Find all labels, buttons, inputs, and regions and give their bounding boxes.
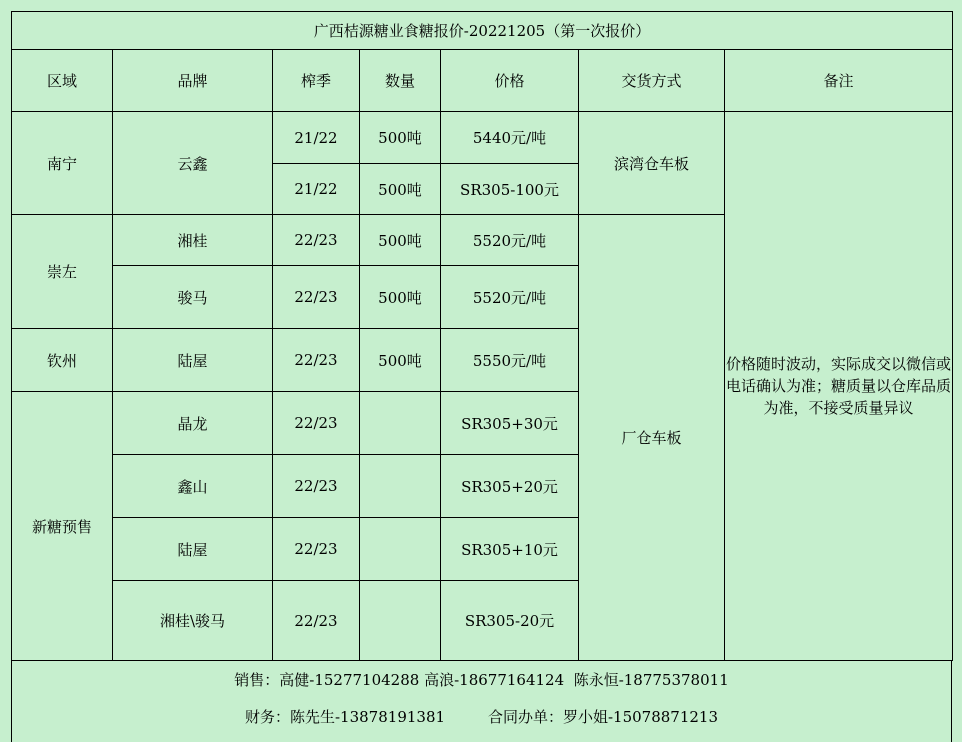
season-cell: 22/23 — [273, 392, 360, 455]
price-cell: SR305+10元 — [441, 518, 579, 581]
sales-contact-3: 陈永恒-18775378011 — [573, 671, 729, 689]
sheet-title: 广西桔源糖业食糖报价-20221205（第一次报价） — [12, 12, 953, 50]
header-delivery: 交货方式 — [579, 50, 725, 112]
quantity-cell — [360, 455, 441, 518]
brand-cell: 陆屋 — [113, 329, 273, 392]
header-row — [12, 50, 953, 112]
price-cell: 5520元/吨 — [441, 215, 579, 266]
quantity-cell: 500吨 — [360, 266, 441, 329]
brand-cell: 陆屋 — [113, 518, 273, 581]
season-cell: 22/23 — [273, 455, 360, 518]
contract-label: 合同办单： — [487, 708, 563, 726]
quantity-cell — [360, 392, 441, 455]
finance-contact: 陈先生-13878191381 — [289, 708, 446, 726]
delivery-cell: 厂仓车板 — [579, 215, 725, 661]
region-cell: 钦州 — [12, 329, 113, 392]
sales-contact-1: 高健-15277104288 — [279, 671, 420, 689]
season-cell: 22/23 — [273, 329, 360, 392]
finance-label: 财务： — [244, 708, 290, 726]
quantity-cell: 500吨 — [360, 164, 441, 215]
season-cell: 22/23 — [273, 266, 360, 329]
header-quantity: 数量 — [360, 50, 441, 112]
quantity-cell: 500吨 — [360, 112, 441, 164]
region-cell: 新糖预售 — [12, 392, 113, 661]
quantity-cell — [360, 518, 441, 581]
brand-cell: 云鑫 — [113, 112, 273, 215]
header-price: 价格 — [441, 50, 579, 112]
price-cell: 5550元/吨 — [441, 329, 579, 392]
price-cell: 5520元/吨 — [441, 266, 579, 329]
delivery-cell: 滨湾仓车板 — [579, 112, 725, 215]
brand-cell: 骏马 — [113, 266, 273, 329]
brand-cell: 晶龙 — [113, 392, 273, 455]
brand-cell: 鑫山 — [113, 455, 273, 518]
quantity-cell — [360, 581, 441, 661]
sales-contacts — [12, 669, 951, 690]
price-table — [11, 11, 953, 661]
finance-contacts — [12, 706, 951, 727]
season-cell: 22/23 — [273, 518, 360, 581]
price-cell: SR305+20元 — [441, 455, 579, 518]
price-cell: SR305-20元 — [441, 581, 579, 661]
season-cell: 22/23 — [273, 581, 360, 661]
price-cell: SR305+30元 — [441, 392, 579, 455]
season-cell: 22/23 — [273, 215, 360, 266]
contract-contact: 罗小姐-15078871213 — [562, 708, 719, 726]
quantity-cell: 500吨 — [360, 329, 441, 392]
header-region: 区域 — [12, 50, 113, 112]
header-season: 榨季 — [273, 50, 360, 112]
season-cell: 21/22 — [273, 112, 360, 164]
header-remarks: 备注 — [725, 50, 953, 112]
quantity-cell: 500吨 — [360, 215, 441, 266]
price-cell: 5440元/吨 — [441, 112, 579, 164]
header-brand: 品牌 — [113, 50, 273, 112]
sales-label: 销售： — [234, 671, 280, 689]
price-cell: SR305-100元 — [441, 164, 579, 215]
brand-cell: 湘桂\骏马 — [113, 581, 273, 661]
region-cell: 南宁 — [12, 112, 113, 215]
table-row — [12, 112, 953, 164]
sales-contact-2: 高浪-18677164124 — [424, 671, 565, 689]
season-cell: 21/22 — [273, 164, 360, 215]
brand-cell: 湘桂 — [113, 215, 273, 266]
region-cell: 崇左 — [12, 215, 113, 329]
remarks-cell: 价格随时波动，实际成交以微信或电话确认为准；糖质量以仓库品质为准，不接受质量异议 — [725, 112, 953, 661]
contact-footer — [11, 660, 952, 742]
